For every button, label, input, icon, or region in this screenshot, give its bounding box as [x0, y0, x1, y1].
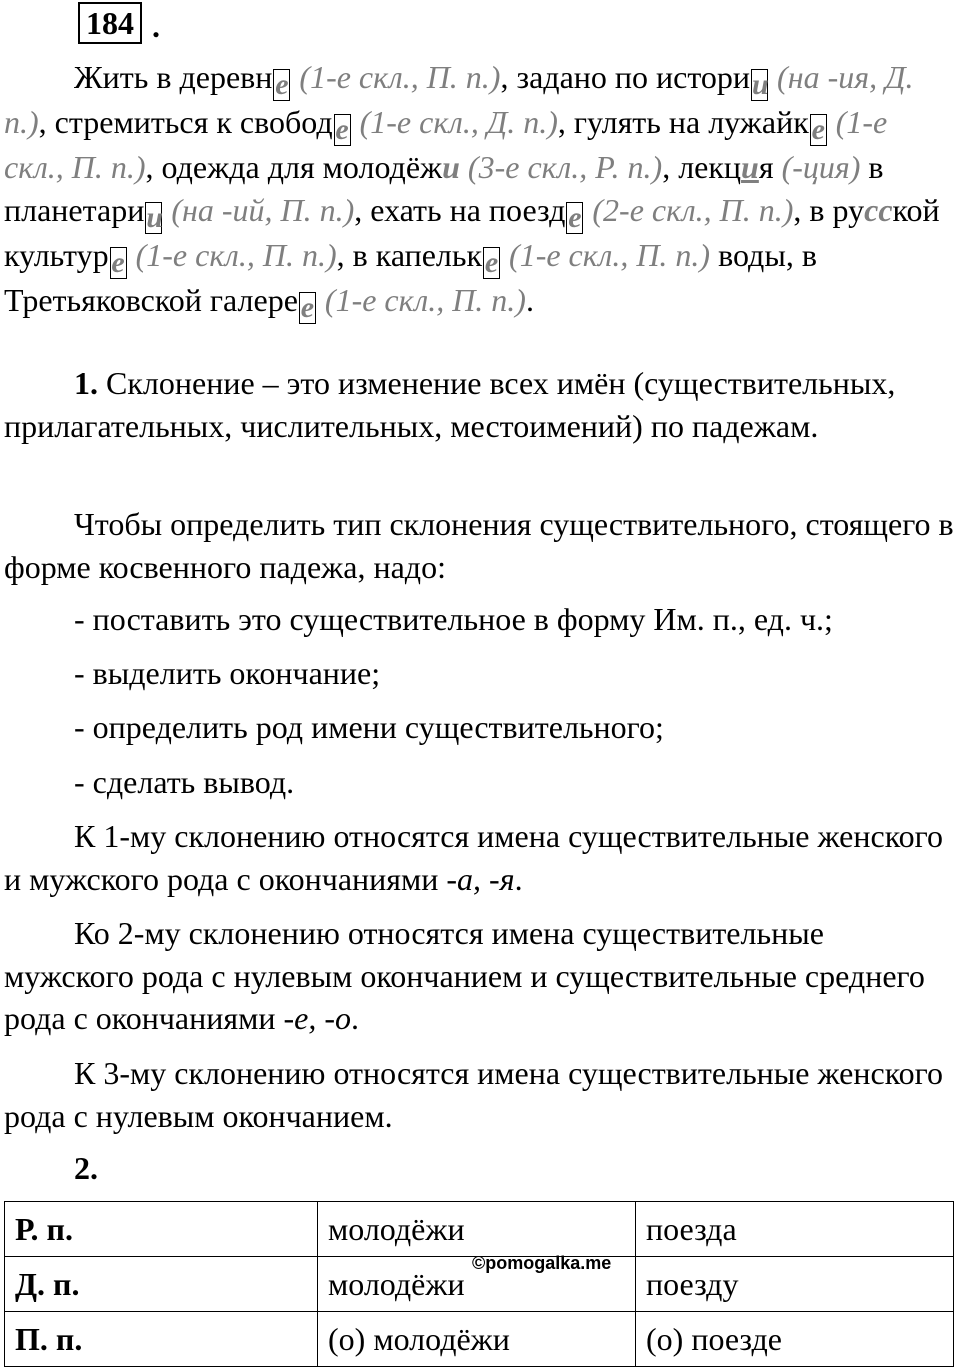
case-table: [4, 1201, 954, 1367]
missing-letter: е: [300, 290, 315, 324]
case-cell: Р. п.: [5, 1202, 318, 1257]
endings: -а, -я: [446, 860, 515, 897]
definition-paragraph: [4, 362, 954, 447]
endings: -е, -о: [283, 1000, 351, 1036]
hint: (1-е скл., П. п.): [291, 59, 501, 95]
hint: (1-е скл., Д. п.): [351, 104, 558, 140]
part2-label: [4, 1147, 954, 1190]
case-cell: Д. п.: [5, 1257, 318, 1312]
text: я: [758, 149, 774, 185]
definition-text: Склонение – это изменение всех имён (существительных, прилагательных, числительных, местоимений) по падежам.: [4, 365, 896, 444]
part1-label: 1.: [74, 365, 98, 401]
hint: (-ция): [773, 149, 861, 185]
text: .: [350, 1000, 359, 1036]
declension-3-paragraph: К 3-му склонению относятся имена существительные женского рода с нулевым окончанием.: [4, 1055, 943, 1134]
hint: (3-е скл., Р. п.): [459, 149, 663, 185]
highlight-letter: и: [741, 149, 759, 185]
hint: (1-е скл., П. п.): [316, 281, 526, 318]
hint: (на -ия, Д. п.): [4, 59, 914, 140]
missing-letter: е: [335, 113, 349, 146]
declension-2-paragraph: [4, 912, 954, 1040]
highlight-letters: сс: [864, 191, 893, 228]
missing-letter: и: [146, 200, 164, 234]
text: .: [514, 860, 523, 897]
declension-1-paragraph: [4, 815, 954, 900]
table-row: [5, 1312, 954, 1367]
text: Ко 2-му склонению относятся имена существительные мужского рода с нулевым окончанием и существительные среднего рода с окончаниями: [4, 915, 925, 1036]
text: кой культур: [4, 191, 940, 273]
step-item: - определить род имени существительного;: [74, 709, 664, 745]
text: , стремиться к свобод: [38, 104, 333, 140]
exercise-number-dot: .: [152, 8, 160, 44]
hint: (1-е скл., П. п.): [127, 236, 337, 273]
hint: (2-е скл., П. п.): [584, 191, 794, 228]
missing-letter: е: [568, 200, 582, 234]
missing-letter: е: [275, 68, 289, 101]
missing-letter: е: [484, 245, 499, 279]
step-item: - выделить окончание;: [74, 655, 381, 691]
watermark: ©pomogalka.me: [472, 1253, 612, 1273]
text: К 1-му склонению относятся имена существительные женского и мужского рода с окончаниями: [4, 818, 943, 897]
text: , ехать на поезд: [354, 191, 566, 228]
text: , лекц: [662, 149, 742, 185]
word-cell: поезду: [636, 1257, 954, 1312]
case-cell: П. п.: [5, 1312, 318, 1367]
text: , в ру: [793, 191, 865, 228]
word-cell: молодёжи: [318, 1257, 636, 1312]
text: Жить в деревн: [74, 59, 273, 95]
text: , гулять на лужайк: [557, 104, 809, 140]
text: воды, в Третьяковской галере: [4, 236, 817, 318]
hint: (1-е скл., П. п.): [501, 236, 711, 273]
word-cell: молодёжи: [318, 1202, 636, 1257]
missing-letter: и: [752, 68, 769, 101]
missing-letter: е: [111, 245, 125, 279]
intro-paragraph: Чтобы определить тип склонения существительного, стоящего в форме косвенного падежа, надо:: [4, 506, 954, 585]
text: .: [525, 281, 534, 318]
text: , в капельк: [336, 236, 483, 273]
step-item: - сделать вывод.: [74, 764, 295, 800]
missing-letter: е: [811, 113, 825, 146]
text: , одежда для молодёж: [145, 149, 443, 185]
step-item: - поставить это существительное в форму Им. п., ед. ч.;: [74, 601, 833, 637]
text: в планетари: [4, 149, 884, 228]
table-row: [5, 1202, 954, 1257]
task-text: [4, 56, 954, 324]
part2-number: 2.: [74, 1150, 98, 1186]
word-cell: поезда: [636, 1202, 954, 1257]
hint: (на -ий, П. п.): [163, 191, 355, 228]
text: , задано по истори: [500, 59, 751, 95]
hint: (1-е скл., П. п.): [4, 104, 888, 185]
highlight-letter: и: [442, 149, 460, 185]
exercise-number: 184: [78, 2, 142, 44]
word-cell: (о) поезде: [636, 1312, 954, 1367]
word-cell: (о) молодёжи: [318, 1312, 636, 1367]
